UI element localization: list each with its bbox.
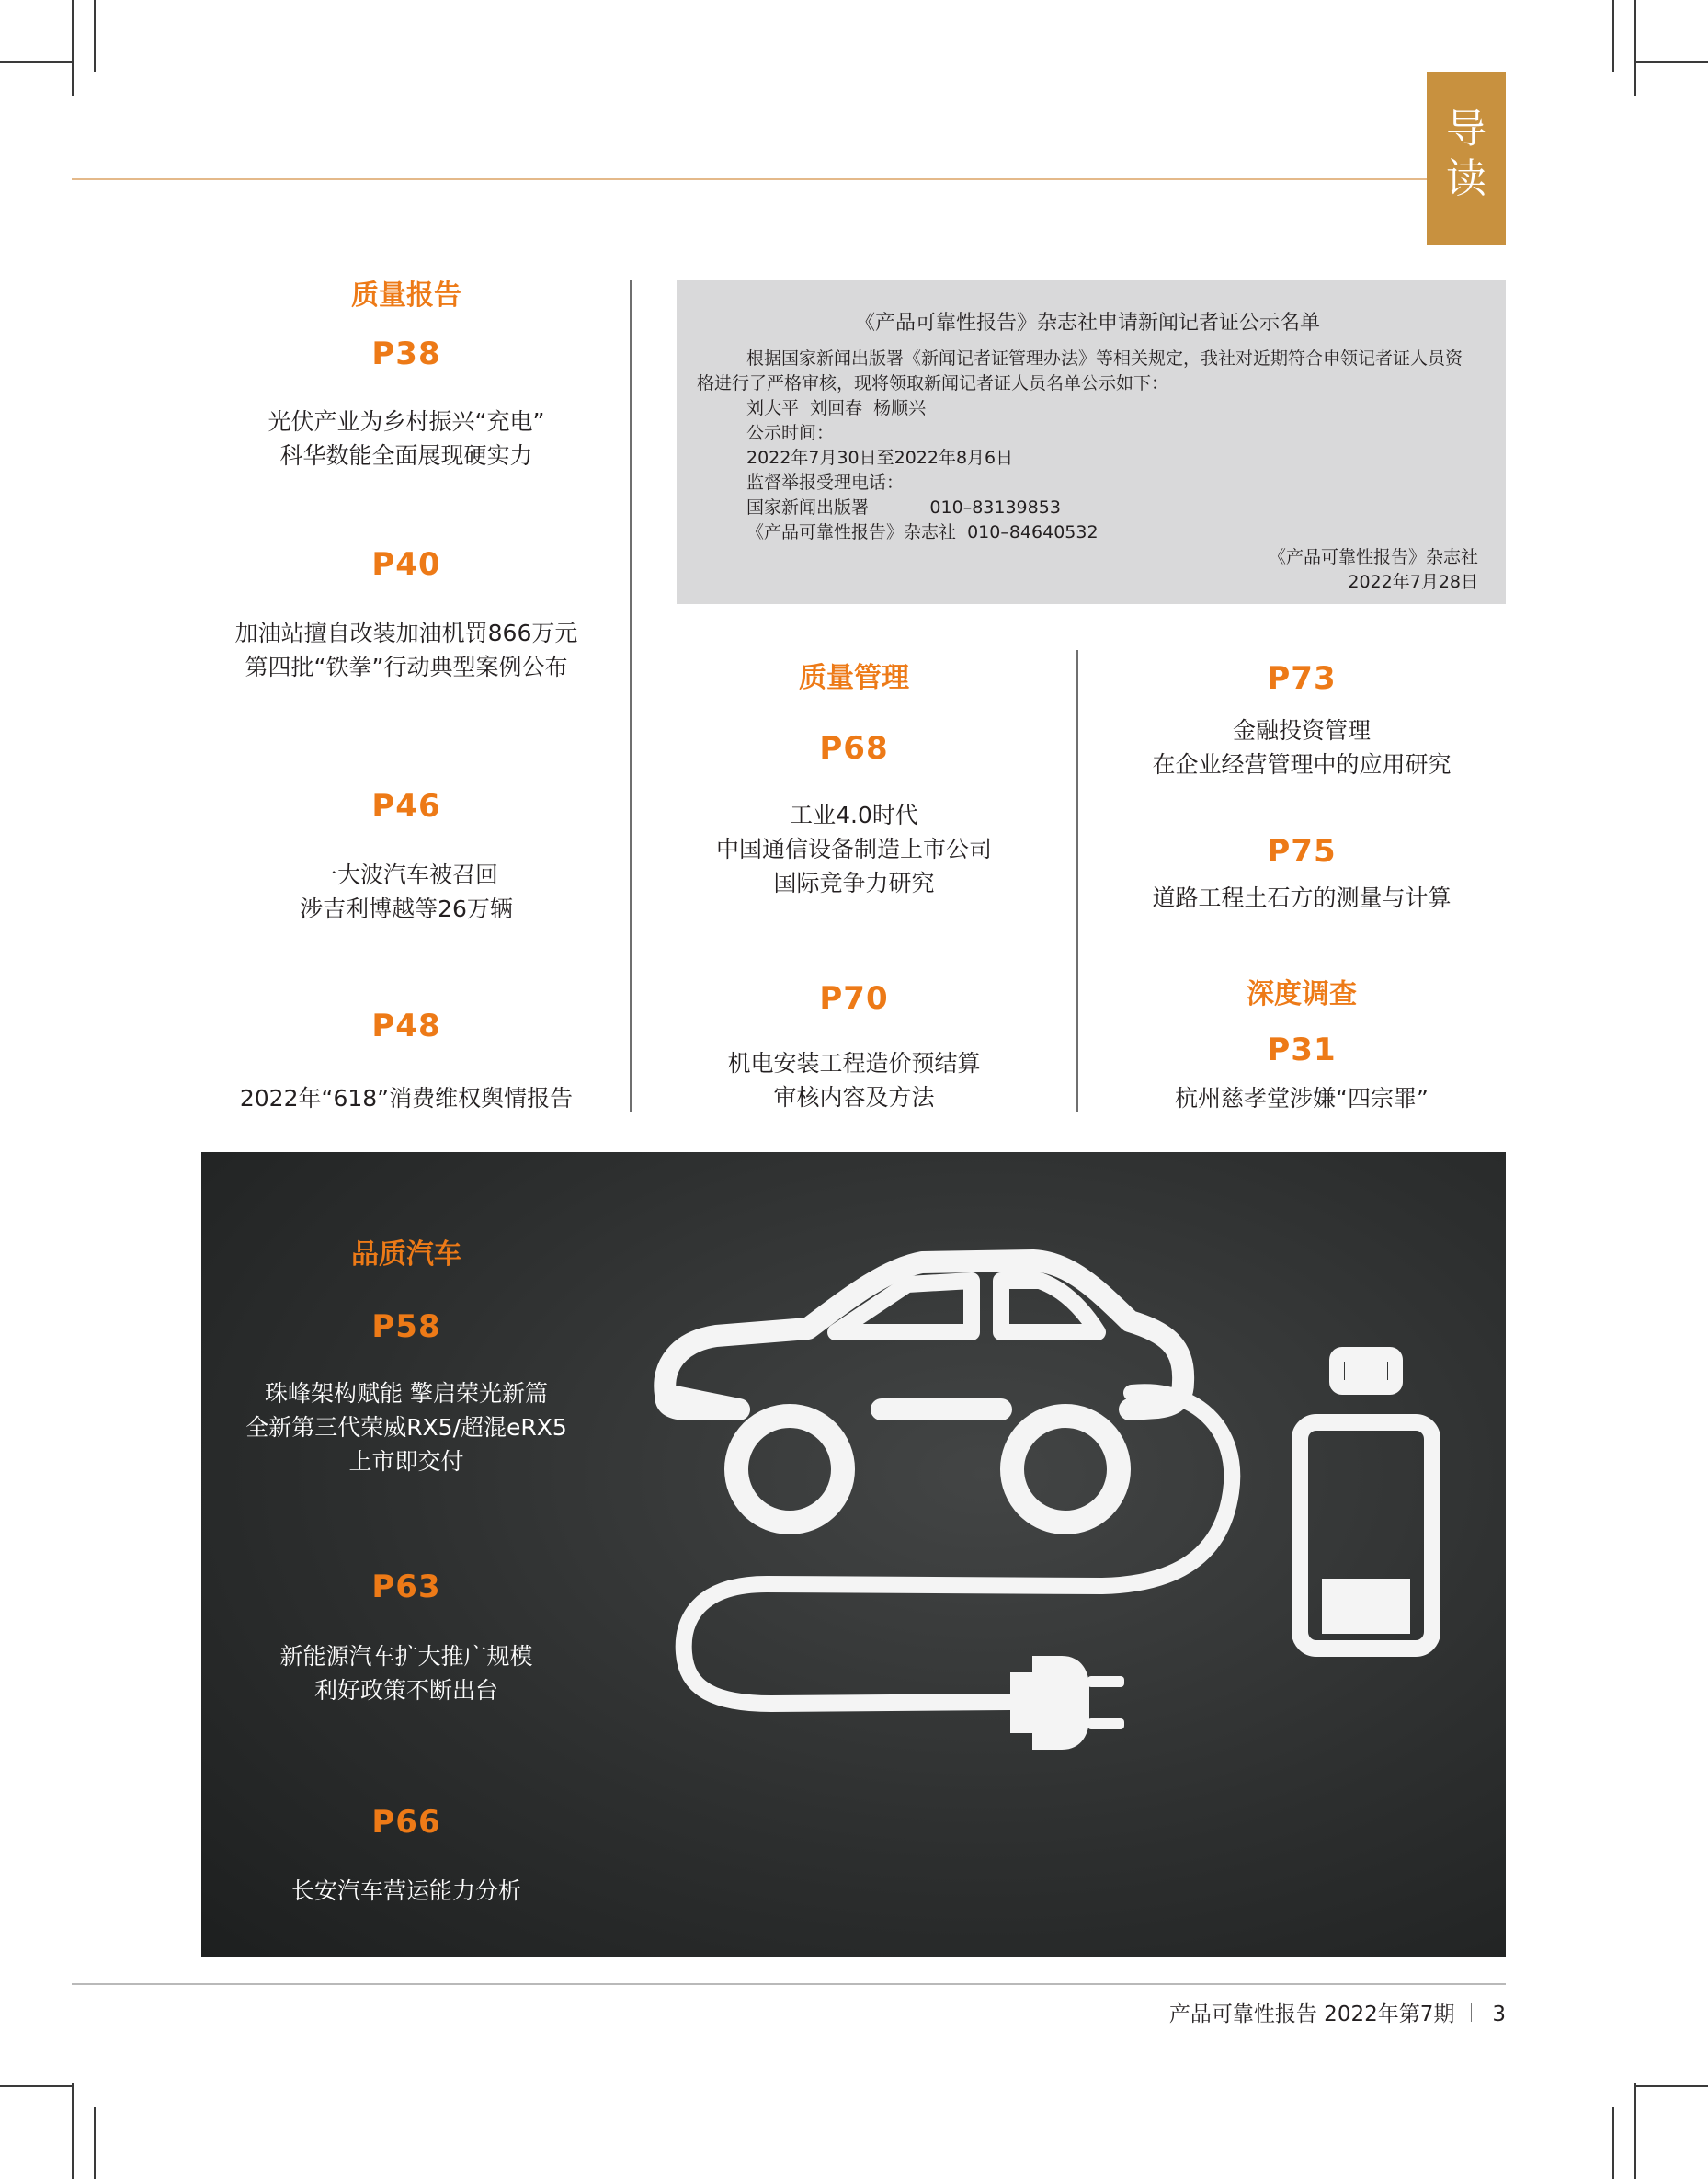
title-line: 工业4.0时代 [790,802,918,828]
wheel-icon [1012,1416,1119,1523]
section-title: 质量管理 [799,662,909,694]
article-title [677,798,1031,900]
middle-column [677,0,1031,1122]
notice-title: 《产品可靠性报告》杂志社申请新闻记者证公示名单 [854,312,1320,335]
title-line: 金融投资管理 [1232,717,1371,744]
notice-period: 2022年7月30日至2022年8月6日 [746,448,1014,468]
article-title [677,1046,1031,1114]
notice-period-label: 公示时间： [746,423,835,443]
article-title [176,858,636,926]
tab-char: 读 [1446,155,1486,202]
section-title: 品质汽车 [351,1238,461,1271]
notice-phone: 《产品可靠性报告》杂志社 010–84640532 [746,522,1099,542]
crop-mark [72,2083,74,2179]
article-title [1099,713,1504,781]
title-line: 新能源汽车扩大推广规模 [279,1643,533,1670]
ev-charging-photo [201,1152,1506,1957]
title-line: 国际竞争力研究 [773,870,935,896]
title-line: 长安汽车营运能力分析 [290,1877,521,1904]
notice-paragraph: 根据国家新闻出版署《新闻记者证管理办法》等相关规定，我社对近期符合申领记者证人员资格进行了严格审核，现将领取新闻记者证人员名单公示如下： [697,348,1463,394]
footer-divider [1471,2003,1472,2022]
page-ref: P31 [1267,1032,1337,1068]
page-ref: P46 [371,788,441,825]
title-line: 杭州慈孝堂涉嫌“四宗罪” [1175,1085,1429,1112]
page-ref: P70 [819,980,889,1017]
crop-mark [1636,61,1708,63]
magazine-issue: 产品可靠性报告 2022年第7期 [1168,2002,1455,2026]
page-footer [1103,1999,1506,2030]
charging-cable [684,1392,1233,1704]
notice-date: 2022年7月28日 [1348,572,1478,592]
crop-mark [0,2085,72,2087]
crop-mark [1612,2107,1614,2179]
page-ref: P75 [1267,833,1337,870]
title-line: 加油站擅自改装加油机罚866万元 [234,620,578,646]
wheel-icon [736,1416,843,1523]
article-title [1099,881,1504,915]
title-line: 科华数能全面展现硬实力 [279,442,533,469]
battery-charge-level [1322,1579,1410,1634]
article-title [1099,1081,1504,1115]
plug-prong [1087,1718,1124,1729]
notice-signature: 《产品可靠性报告》杂志社 [1268,547,1478,567]
section-title: 质量报告 [351,280,461,312]
title-line: 中国通信设备制造上市公司 [715,836,992,862]
title-line: 机电安装工程造价预结算 [727,1050,981,1077]
crop-mark [72,0,74,96]
section-title: 深度调查 [1247,978,1357,1010]
title-line: 全新第三代荣威RX5/超混eRX5 [245,1414,567,1441]
notice-names: 刘大平 刘回春 杨顺兴 [746,398,927,418]
title-line: 利好政策不断出台 [313,1677,498,1704]
title-line: 珠峰架构赋能 擎启荣光新篇 [265,1380,548,1407]
battery-cap-fill [1345,1362,1387,1380]
plug-icon [1010,1656,1089,1750]
article-title [176,1081,636,1115]
tab-char: 导 [1446,106,1486,153]
title-line: 审核内容及方法 [773,1084,935,1111]
crop-mark [1634,2083,1636,2179]
page-ref: P48 [371,1008,441,1044]
page-number: 3 [1492,2002,1506,2026]
page-ref: P68 [819,730,889,767]
title-line: 光伏产业为乡村振兴“充电” [268,408,545,435]
plug-prong [1087,1676,1124,1687]
crop-mark [94,0,96,72]
title-line: 2022年“618”消费维权舆情报告 [239,1085,574,1112]
title-line: 上市即交付 [348,1448,464,1475]
page-ref: P66 [371,1804,441,1841]
column-divider [1076,650,1078,1112]
crop-mark [0,61,72,63]
article-title [176,405,636,473]
page-ref: P63 [371,1569,441,1605]
title-line: 一大波汽车被召回 [313,861,498,888]
notice-phone-label: 监督举报受理电话： [746,473,905,493]
title-line: 道路工程土石方的测量与计算 [1152,884,1452,911]
crop-mark [1636,2085,1708,2087]
title-line: 在企业经营管理中的应用研究 [1152,751,1452,778]
title-line: 第四批“铁拳”行动典型案例公布 [245,654,568,680]
left-column [176,0,636,1122]
article-title [176,616,636,684]
crop-mark [1612,0,1614,72]
column-divider [630,280,632,1112]
crop-mark [94,2107,96,2179]
title-line: 涉吉利博越等26万辆 [300,896,513,922]
page-ref: P73 [1267,660,1337,697]
right-column [1099,0,1504,1122]
page-ref: P38 [371,336,441,372]
page-ref: P58 [371,1308,441,1345]
crop-mark [1634,0,1636,96]
footer-rule [72,1983,1506,1985]
notice-phone: 国家新闻出版署 010–83139853 [746,497,1061,518]
page-ref: P40 [371,546,441,583]
electric-car-charging-icon [201,1152,1506,1957]
